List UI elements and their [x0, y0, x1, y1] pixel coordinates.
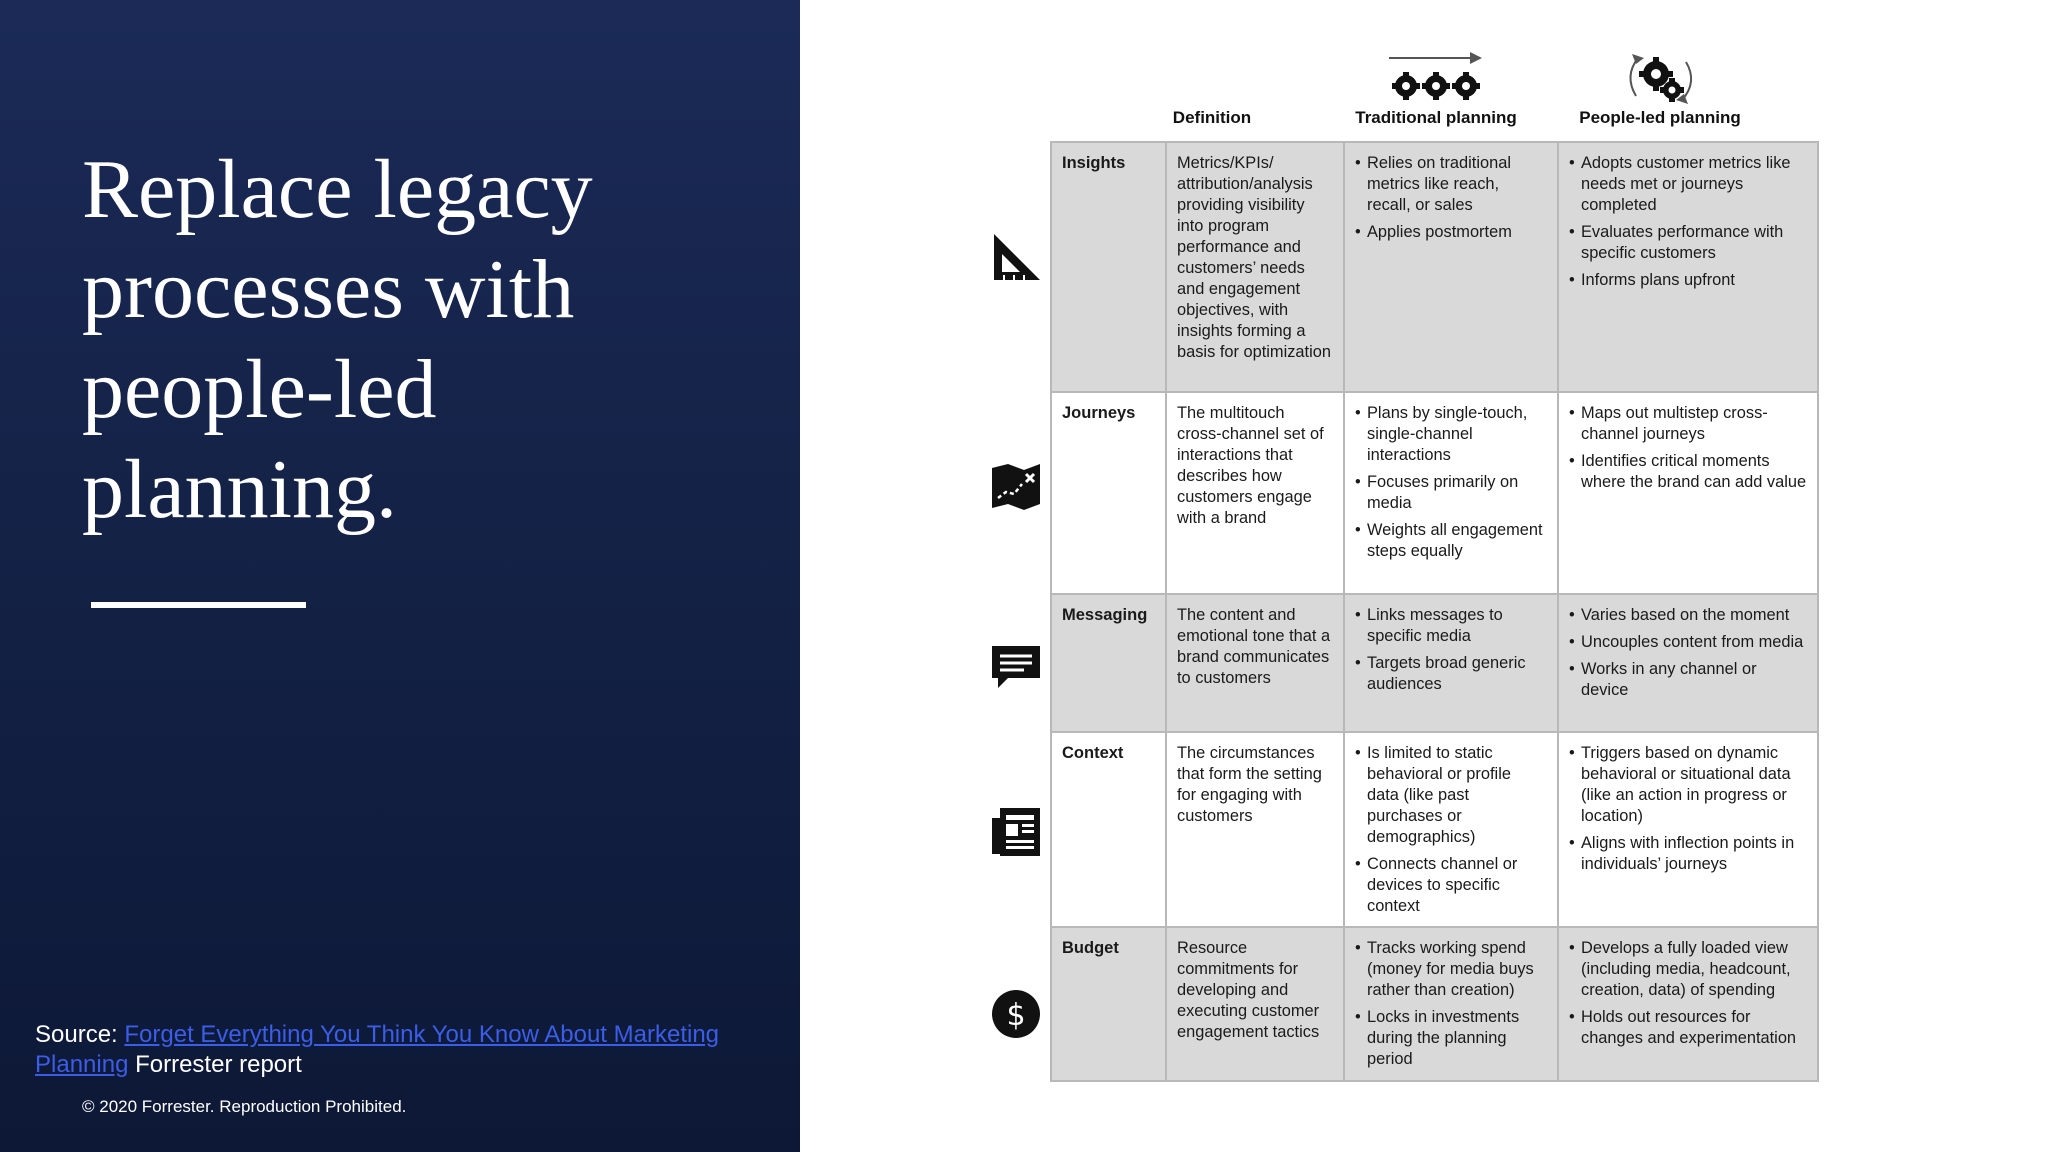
- gears-arrow-icon: [1386, 48, 1486, 104]
- list-item: • Adopts customer metrics like needs met or journeys completed: [1569, 153, 1807, 216]
- budget-definition: Resource commitments for developing and executing customer engagement tactics: [1167, 928, 1345, 1080]
- list-item: • Aligns with inflection points in individuals’ journeys: [1569, 833, 1807, 875]
- messaging-traditional: [1345, 595, 1559, 733]
- source-citation: [35, 1020, 735, 1080]
- list-item: • Holds out resources for changes and experimentation: [1569, 1007, 1807, 1049]
- slide-title: Replace legacy processes with people-led planning.: [82, 143, 593, 536]
- list-item: • Focuses primarily on media: [1355, 472, 1547, 514]
- list-item: • Plans by single-touch, single-channel interactions: [1355, 403, 1547, 466]
- journeys-people-led: [1559, 393, 1817, 595]
- list-item: • Relies on traditional metrics like reach, recall, or sales: [1355, 153, 1547, 216]
- list-item: • Is limited to static behavioral or profile data (like past purchases or demographics): [1355, 743, 1547, 848]
- list-item: • Identifies critical moments where the brand can add value: [1569, 451, 1807, 493]
- context-traditional: [1345, 733, 1559, 928]
- list-item: • Varies based on the moment: [1569, 605, 1807, 626]
- context-people-led: [1559, 733, 1817, 928]
- chat-message-icon: [990, 644, 1042, 696]
- list-item: • Works in any channel or device: [1569, 659, 1807, 701]
- newspaper-icon: [990, 806, 1042, 858]
- svg-text:$: $: [1006, 998, 1026, 1033]
- list-item: • Locks in investments during the planning period: [1355, 1007, 1547, 1070]
- list-item: • Triggers based on dynamic behavioral or situational data (like an action in progress or location): [1569, 743, 1807, 827]
- insights-definition: Metrics/KPIs/ attribution/analysis providing visibility into program performance and customers’ needs and engagement objectives, with insights forming a basis for optimization: [1167, 143, 1345, 393]
- row-label-budget: Budget: [1052, 928, 1167, 1080]
- row-label-insights: Insights: [1052, 143, 1167, 393]
- list-item: • Develops a fully loaded view (including media, headcount, creation, data) of spending: [1569, 938, 1807, 1001]
- planning-comparison-table: [1050, 141, 1819, 1082]
- row-label-messaging: Messaging: [1052, 595, 1167, 733]
- messaging-people-led: [1559, 595, 1817, 733]
- insights-people-led: [1559, 143, 1817, 393]
- map-icon: [990, 460, 1042, 512]
- list-item: • Links messages to specific media: [1355, 605, 1547, 647]
- dollar-icon: [990, 988, 1042, 1040]
- column-header-traditional: Traditional planning: [1355, 108, 1517, 127]
- row-label-journeys: Journeys: [1052, 393, 1167, 595]
- title-panel: [0, 0, 800, 1152]
- source-prefix: Source:: [35, 1021, 118, 1048]
- messaging-definition: The content and emotional tone that a brand communicates to customers: [1167, 595, 1345, 733]
- source-suffix: Forrester report: [135, 1051, 302, 1078]
- list-item: • Targets broad generic audiences: [1355, 653, 1547, 695]
- list-item: • Maps out multistep cross-channel journeys: [1569, 403, 1807, 445]
- list-item: • Uncouples content from media: [1569, 632, 1807, 653]
- column-header-definition: Definition: [1172, 108, 1252, 127]
- list-item: • Applies postmortem: [1355, 222, 1547, 243]
- set-square-icon: [990, 230, 1042, 282]
- list-item: • Connects channel or devices to specific context: [1355, 854, 1547, 917]
- title-underline: [91, 602, 306, 608]
- budget-traditional: [1345, 928, 1559, 1080]
- gears-cycle-icon: [1616, 52, 1706, 106]
- insights-traditional: [1345, 143, 1559, 393]
- row-label-context: Context: [1052, 733, 1167, 928]
- context-definition: The circumstances that form the setting for engaging with customers: [1167, 733, 1345, 928]
- column-header-people-led: People-led planning: [1579, 108, 1741, 127]
- copyright-notice: © 2020 Forrester. Reproduction Prohibited.: [82, 1097, 407, 1116]
- list-item: • Tracks working spend (money for media buys rather than creation): [1355, 938, 1547, 1001]
- list-item: • Weights all engagement steps equally: [1355, 520, 1547, 562]
- budget-people-led: [1559, 928, 1817, 1080]
- journeys-traditional: [1345, 393, 1559, 595]
- list-item: • Evaluates performance with specific customers: [1569, 222, 1807, 264]
- journeys-definition: The multitouch cross-channel set of interactions that describes how customers engage with a brand: [1167, 393, 1345, 595]
- source-link[interactable]: Forget Everything You Think You Know About Marketing Planning: [35, 1021, 720, 1078]
- list-item: • Informs plans upfront: [1569, 270, 1807, 291]
